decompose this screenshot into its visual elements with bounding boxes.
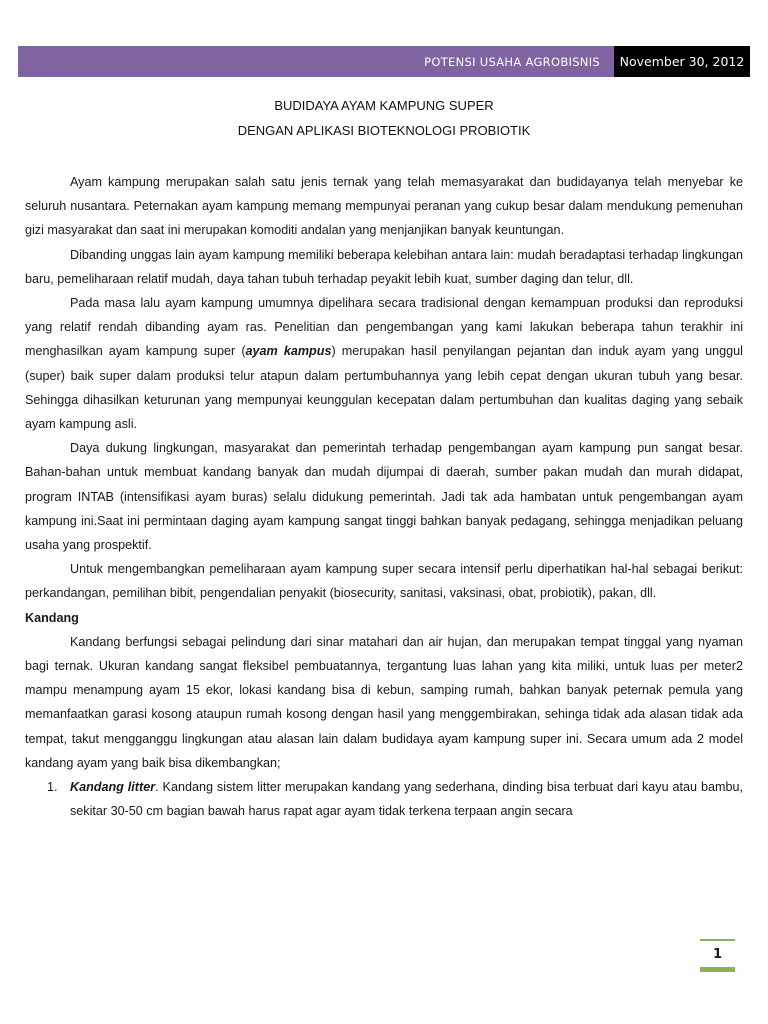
paragraph-3-part-a: Pada masa lalu ayam kampung umumnya dipelihara secara tradisional dengan kemampuan produksi dan reproduksi yang relatif rendah dibanding ayam ras. Penelitian dan pengembangan yang kami lakukan beberapa tahun terakhir ini menghasilkan ayam kampung super ( [25,296,743,359]
paragraph-5: Untuk mengembangkan pemeliharaan ayam kampung super secara intensif perlu diperhatikan hal-hal sebagai berikut: perkandangan, pemilihan bibit, pengendalian penyakit (biosecurity, sanitasi, vaksinasi, obat, probiotik), pakan, dll. [25,562,743,601]
document-title-line-2: DENGAN APLIKASI BIOTEKNOLOGI PROBIOTIK [237,123,531,138]
page-header [18,46,750,77]
section-heading-kandang: Kandang [25,610,79,625]
paragraph-3 [25,291,743,436]
paragraph-6: Kandang berfungsi sebagai pelindung dari sinar matahari dan air hujan, dan merupakan tempat tinggal yang nyaman bagi ternak. Ukuran kandang sangat fleksibel pembuatannya, tergantung luas lahan yang kita miliki, untuk luas per meter2 mampu menampung ayam 15 ekor, lokasi kandang bisa di kebun, samping rumah, bahkan banyak peternak pemula yang memanfaatkan garasi kosong ataupun rumah kosong dengan hasil yang menggembirakan, sehinga tidak ada alasan tidak ada tempat, takut mengganggu lingkungan atau alasan lain dalam budidaya ayam kampung super ini. Secara umum ada 2 model kandang ayam yang baik bisa dikembangkan; [25,634,743,770]
list-item-term: Kandang litter [70,780,156,795]
paragraph-1: Ayam kampung merupakan salah satu jenis ternak yang telah memasyarakat dan budidayanya telah menyebar ke seluruh nusantara. Peternakan ayam kampung memang mempunyai peranan yang cukup besar dalam mendukung pemenuhan gizi masyarakat dan saat ini merupakan komoditi andalan yang menjanjikan banyak keuntungan. [25,175,743,238]
paragraph-2: Dibanding unggas lain ayam kampung memiliki beberapa kelebihan antara lain: mudah beradaptasi terhadap lingkungan baru, pemeliharaan relatif mudah, daya tahan tubuh terhadap peyakit lebih kuat, sumber daging dan telur, dll. [25,247,743,286]
list-item-text: . Kandang sistem litter merupakan kandang yang sederhana, dinding bisa terbuat dari kayu atau bambu, sekitar 30-50 cm bagian bawah harus rapat agar ayam tidak terkena terpaan angin secara [70,780,743,819]
document-body [25,170,743,823]
header-section-title: POTENSI USAHA AGROBISNIS [18,46,614,77]
list-item-body [70,775,743,823]
document-title-line-1: BUDIDAYA AYAM KAMPUNG SUPER [274,98,494,113]
list-item-number: 1. [47,780,58,795]
list-item [25,775,743,823]
paragraph-3-part-b: ) merupakan hasil penyilangan pejantan dan induk ayam yang unggul (super) baik super dalam produksi telur atapun dalam pertumbuhannya yang lebih cepat dengan ukuran tubuh yang besar. Sehingga dihasilkan keturunan yang mempunyai keunggulan kecepatan dalam pertumbuhan dan kualitas daging yang sebaik ayam kampung asli. [25,344,743,432]
paragraph-3-emphasis: ayam kampus [245,344,332,359]
paragraph-4: Daya dukung lingkungan, masyarakat dan pemerintah terhadap pengembangan ayam kampung pun sangat besar. Bahan-bahan untuk membuat kandang banyak dan mudah dijumpai di daerah, sumber pakan mudah dan murah didapat, program INTAB (intensifikasi ayam buras) selalu didukung pemerintah. Jadi tak ada hambatan untuk pengembangan ayam kampung ini.Saat ini permintaan daging ayam kampung sangat tinggi bahkan banyak pedagang, sehingga menjadikan peluang usaha yang prospektif. [25,441,743,553]
page-number: 1 [700,939,735,972]
header-date: November 30, 2012 [614,46,750,77]
